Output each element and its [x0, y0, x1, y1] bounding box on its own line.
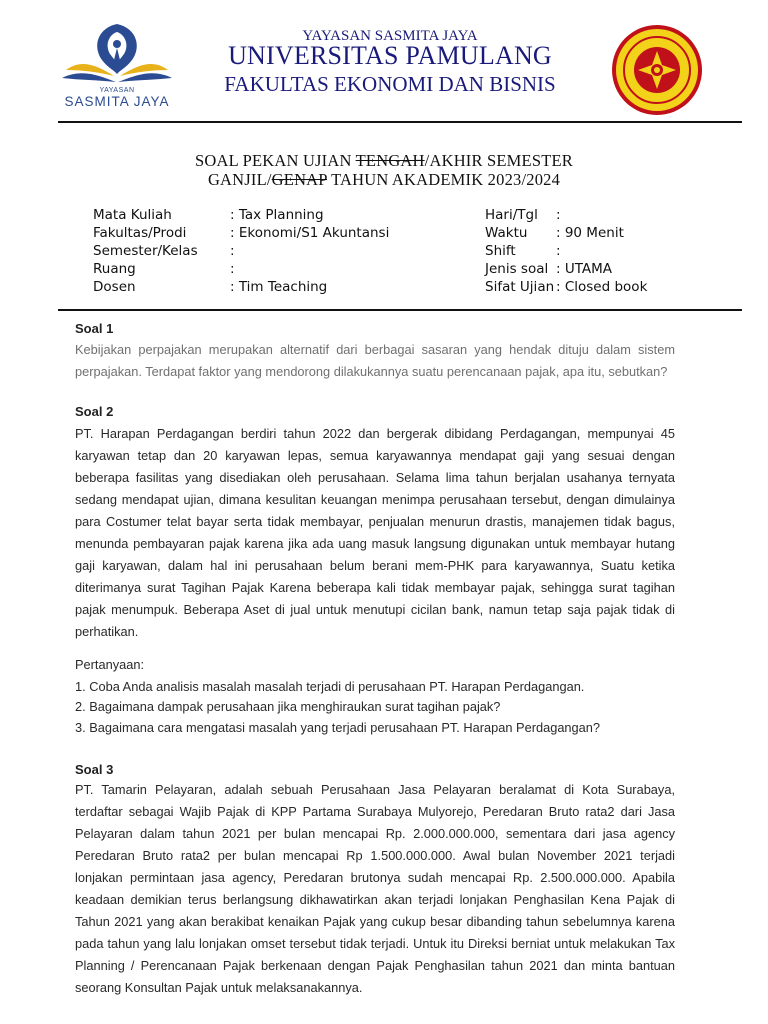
logo-caption-large: SASMITA JAYA — [64, 94, 170, 109]
info-value-semester-kelas: : — [230, 243, 235, 259]
universitas-pamulang-seal — [611, 24, 703, 116]
info-label-ruang: Ruang — [93, 261, 136, 277]
pen-nib-emblem-icon — [58, 20, 176, 86]
soal-1-text: Kebijakan perpajakan merupakan alternatif dari berbagai sasaran yang hendak dituju dalam sistem perpajakan. Terdapat faktor yang mendorong dilakukannya suatu perencanaan pajak, apa itu, sebutkan? — [75, 342, 675, 379]
question-heading: Pertanyaan: — [75, 657, 145, 672]
soal-1-label: Soal 1 — [75, 321, 114, 336]
title-prefix: GANJIL/ — [207, 170, 272, 189]
soal-2-text: PT. Harapan Perdagangan berdiri tahun 2022 dan bergerak dibidang Perdagangan, mempunyai 45 karyawan tetap dan 20 karyawan lepas, semua karyawannya mendapat gaji yang sesuai dengan beberapa fasilitas yang disediakan oleh perusahaan. Selama lima tahun berjalan usahanya ternyata sedang mendapat ujian, dimana kesulitan keuangan menimpa perusahaan tersebut, dengan dimulainya para Costumer telat bayar serta tidak membayar, penjualan menurun drastis, manajemen tidak bagus, menunda pembayaran pajak karena jika ada uang masuk langsung digunakan untuk membayar hutang gaji karyawan, dalam hal ini perusahaan belum berani mem-PHK para karyawannya, Suatu ketika diterimanya surat Tagihan Pajak Karena beberapa kali tidak membayar pajak, sehingga surat tagihan pajak menumpuk. Beberapa Aset di jual untuk menutupi cicilan bank, namun tetap saja pajak tidak di perhatikan. — [75, 426, 675, 639]
info-value-hari-tgl: : — [556, 207, 561, 223]
title-suffix: /AKHIR SEMESTER — [424, 151, 573, 170]
exam-title-line2 — [60, 170, 708, 190]
info-divider — [58, 309, 742, 311]
info-label-dosen: Dosen — [93, 279, 136, 295]
header-divider — [58, 121, 742, 123]
info-label-sifat-ujian: Sifat Ujian — [485, 279, 555, 295]
info-right-labels — [485, 206, 554, 296]
title-strikethrough: GENAP — [271, 170, 328, 189]
exam-title-line1 — [60, 151, 708, 171]
question-item-1: 1. Coba Anda analisis masalah masalah terjadi di perusahaan PT. Harapan Perdagangan. — [75, 679, 585, 694]
info-value-waktu: : 90 Menit — [556, 225, 624, 241]
info-value-mata-kuliah: : Tax Planning — [230, 207, 324, 223]
info-label-mata-kuliah: Mata Kuliah — [93, 207, 172, 223]
title-suffix: TAHUN AKADEMIK 2023/2024 — [327, 170, 561, 189]
foundation-name: YAYASAN SASMITA JAYA — [302, 28, 478, 44]
info-label-jenis-soal: Jenis soal — [485, 261, 549, 277]
info-value-shift: : — [556, 243, 561, 259]
university-seal-icon — [611, 24, 703, 116]
info-value-dosen: : Tim Teaching — [230, 279, 328, 295]
soal-2-label: Soal 2 — [75, 404, 114, 419]
title-prefix: SOAL PEKAN UJIAN — [195, 151, 356, 170]
info-left-values — [230, 206, 389, 296]
title-strikethrough: TENGAH — [355, 151, 425, 170]
info-value-jenis-soal: : UTAMA — [556, 261, 613, 277]
info-right-values — [556, 206, 647, 296]
info-value-sifat-ujian: : Closed book — [556, 279, 648, 295]
info-left-labels — [93, 206, 198, 296]
info-label-semester-kelas: Semester/Kelas — [93, 243, 198, 259]
yayasan-sasmita-jaya-logo — [58, 20, 176, 112]
info-value-fakultas-prodi: : Ekonomi/S1 Akuntansi — [230, 225, 390, 241]
question-item-3: 3. Bagaimana cara mengatasi masalah yang terjadi perusahaan PT. Harapan Perdagangan? — [75, 720, 601, 735]
info-label-fakultas-prodi: Fakultas/Prodi — [93, 225, 187, 241]
soal-3-text: PT. Tamarin Pelayaran, adalah sebuah Perusahaan Jasa Pelayaran beralamat di Kota Surabaya, terdaftar sebagai Wajib Pajak di KPP Partama Surabaya Mulyorejo, Peredaran Bruto rata2 dari Jasa Pelayaran dalam tahun 2021 per bulan mencapai Rp. 2.000.000.000, sementara dari jasa agency Peredaran Bruto rata2 per bulan mencapai Rp 1.500.000.000. Awal bulan November 2021 terjadi lonjakan permintaan jasa agency, Peredaran brutonya sudah mencapai Rp. 2.500.000.000. Apabila keadaan demikian terus berlangsung dikhawatirkan akan terjadi lonjakan Penghasilan Kena Pajak di Tahun 2021 yang akan berakibat kenaikan Pajak yang cukup besar dibanding tahun sebelumnya karena pada tahun yang lalu lonjakan omset tersebut tidak terjadi. Untuk itu Direksi berniat untuk melakukan Tax Planning / Perencanaan Pajak berkenaan dengan Pajak Penghasilan tahun 2021 dan minta bantuan seorang Konsultan Pajak untuk melaksanakannya. — [75, 782, 675, 995]
info-label-hari-tgl: Hari/Tgl — [485, 207, 538, 223]
info-label-waktu: Waktu — [485, 225, 528, 241]
soal-3-label: Soal 3 — [75, 762, 114, 777]
question-item-2: 2. Bagaimana dampak perusahaan jika menghiraukan surat tagihan pajak? — [75, 699, 501, 714]
university-name: UNIVERSITAS PAMULANG — [228, 41, 552, 70]
faculty-name: FAKULTAS EKONOMI DAN BISNIS — [224, 72, 556, 96]
logo-caption-small: YAYASAN — [99, 87, 135, 94]
info-value-ruang: : — [230, 261, 235, 277]
info-label-shift: Shift — [485, 243, 516, 259]
